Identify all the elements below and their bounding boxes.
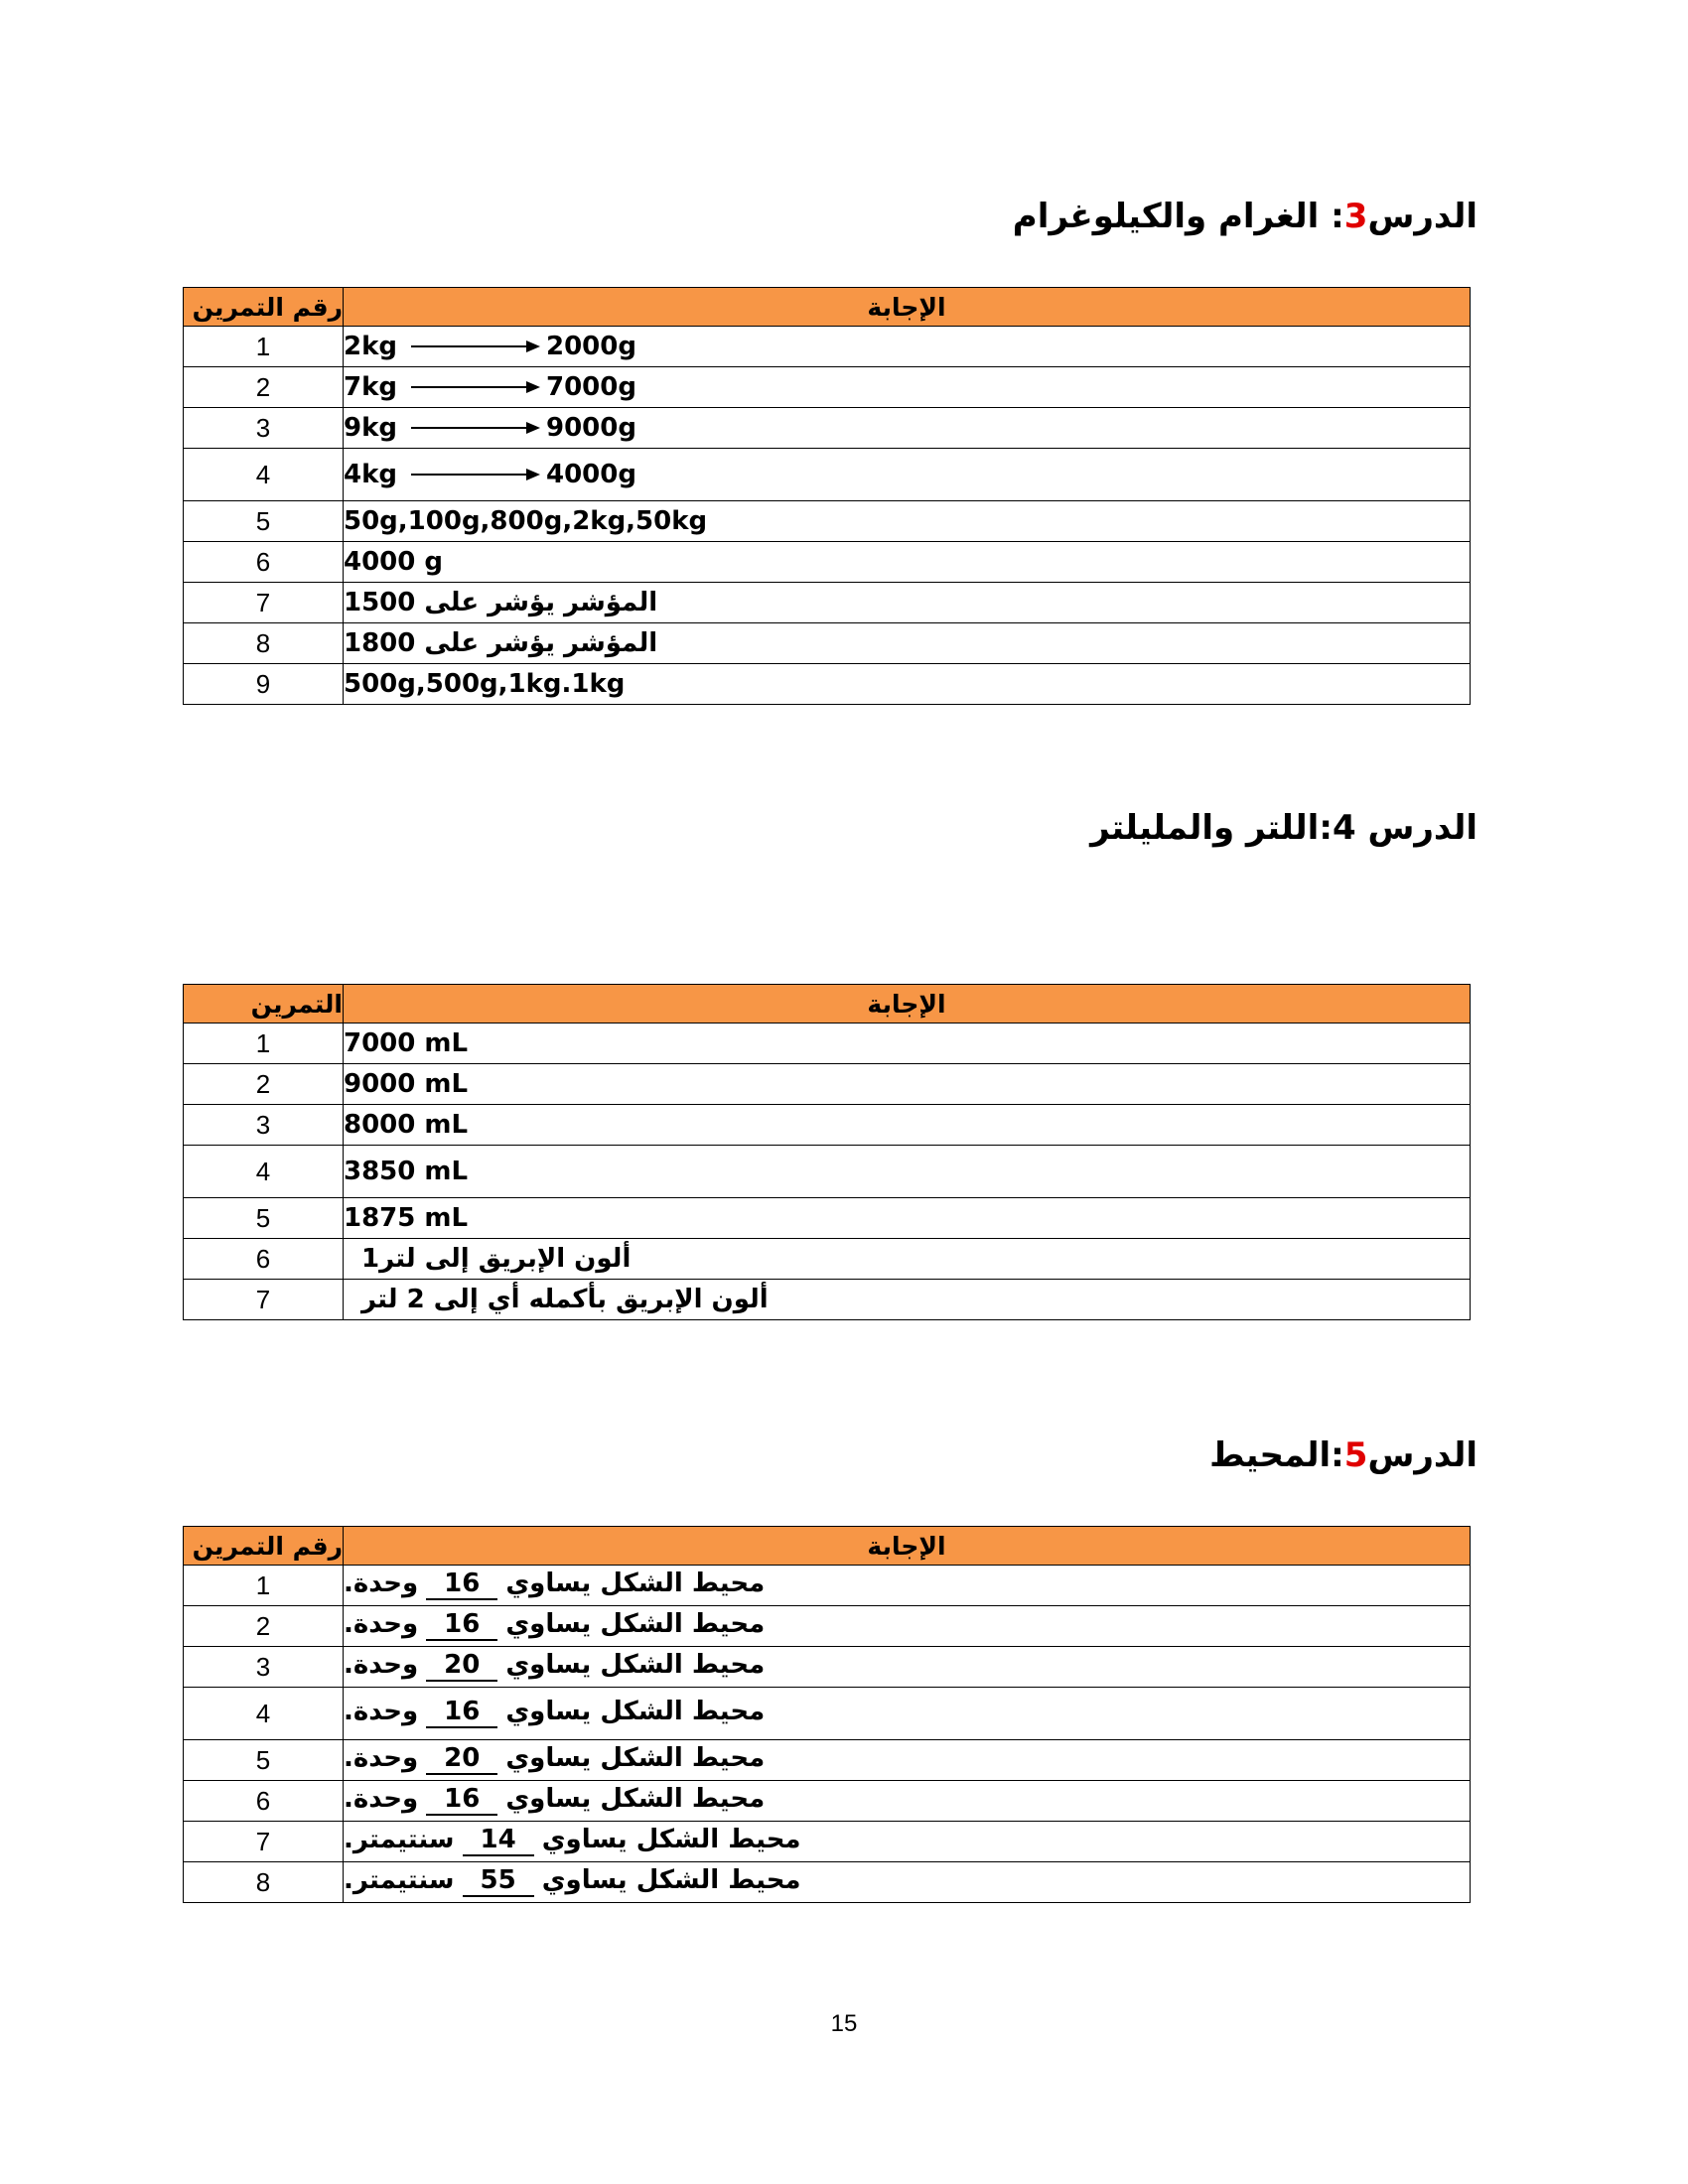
table-row <box>184 1024 1471 1064</box>
table-row <box>184 1280 1471 1320</box>
lesson-5-number: 5 <box>1343 1435 1368 1475</box>
lesson-3-title-suffix: : الغرام والكيلوغرام <box>1012 197 1344 236</box>
lesson-5-title <box>1209 1435 1477 1475</box>
answer-prefix: محيط الشكل يساوي <box>505 1743 766 1774</box>
exercise-number: 1 <box>184 327 344 367</box>
answer-value: 16 <box>426 1611 497 1640</box>
answer-cell <box>344 623 1471 664</box>
answer-cell <box>344 327 1471 367</box>
answer-cell <box>344 583 1471 623</box>
exercise-number: 4 <box>184 449 344 501</box>
exercise-number: 1 <box>184 1024 344 1064</box>
answer-text: 50g,100g,800g,2kg,50kg <box>344 501 1471 542</box>
table-row <box>184 1566 1471 1606</box>
answer-prefix: محيط الشكل يساوي <box>541 1825 801 1855</box>
exercise-number: 7 <box>184 583 344 623</box>
exercise-number: 6 <box>184 1239 344 1280</box>
answer-to: 2000g <box>546 332 636 361</box>
answer-value: 16 <box>426 1699 497 1727</box>
arrow-right-icon <box>411 340 540 353</box>
table-header-row <box>184 288 1471 327</box>
answer-prefix: محيط الشكل يساوي <box>505 1569 766 1599</box>
exercise-number: 6 <box>184 542 344 583</box>
answer-prefix: محيط الشكل يساوي <box>505 1650 766 1681</box>
table-row <box>184 1647 1471 1688</box>
answer-cell <box>344 1606 1471 1647</box>
table-header-row <box>184 985 1471 1024</box>
table-row <box>184 408 1471 449</box>
table-row <box>184 1146 1471 1198</box>
answer-cell <box>344 1862 1471 1903</box>
table-row <box>184 1822 1471 1862</box>
table-header-row <box>184 1527 1471 1566</box>
lesson-3-number: 3 <box>1343 197 1368 236</box>
answer-from: 4kg <box>344 460 397 489</box>
answer-value: 20 <box>426 1745 497 1774</box>
exercise-number: 2 <box>184 1064 344 1105</box>
answer-text: المؤشر يؤشر على 1800 <box>344 628 658 658</box>
answer-cell <box>344 1280 1471 1320</box>
answer-from: 7kg <box>344 372 397 402</box>
column-header-answer: الإجابة <box>344 288 1471 327</box>
answer-cell <box>344 408 1471 449</box>
lesson-3-title-prefix: الدرس <box>1367 197 1477 236</box>
table-row <box>184 449 1471 501</box>
exercise-number: 7 <box>184 1280 344 1320</box>
answer-text: 3850 mL <box>344 1146 1471 1198</box>
table-row <box>184 664 1471 705</box>
answer-text: 1875 mL <box>344 1198 1471 1239</box>
lesson-3-table <box>183 287 1471 705</box>
table-row <box>184 542 1471 583</box>
lesson-5-table <box>183 1526 1471 1903</box>
answer-unit: وحدة. <box>344 1743 419 1774</box>
table-row <box>184 1688 1471 1740</box>
column-header-exercise-number: رقم التمرين <box>184 1527 344 1566</box>
table-row <box>184 1239 1471 1280</box>
answer-text: ألون الإبريق بأكمله أي إلى 2 لتر <box>361 1285 769 1314</box>
lesson-4-table <box>183 984 1471 1320</box>
answer-cell <box>344 449 1471 501</box>
exercise-number: 8 <box>184 1862 344 1903</box>
exercise-number: 3 <box>184 1647 344 1688</box>
answer-text: 500g,500g,1kg.1kg <box>344 664 1471 705</box>
exercise-number: 4 <box>184 1146 344 1198</box>
answer-text: 8000 mL <box>344 1105 1471 1146</box>
table-row <box>184 1862 1471 1903</box>
answer-to: 4000g <box>546 460 636 489</box>
answer-cell <box>344 1239 1471 1280</box>
answer-prefix: محيط الشكل يساوي <box>505 1784 766 1815</box>
answer-to: 7000g <box>546 372 636 402</box>
arrow-right-icon <box>411 421 540 435</box>
answer-value: 55 <box>463 1867 534 1896</box>
answer-text: 4000 g <box>344 542 1471 583</box>
column-header-exercise-number: رقم التمرين <box>184 288 344 327</box>
table-row <box>184 501 1471 542</box>
table-row <box>184 327 1471 367</box>
lesson-3-title <box>1013 197 1477 236</box>
exercise-number: 3 <box>184 1105 344 1146</box>
exercise-number: 9 <box>184 664 344 705</box>
exercise-number: 2 <box>184 367 344 408</box>
exercise-number: 8 <box>184 623 344 664</box>
answer-cell <box>344 1688 1471 1740</box>
answer-unit: سنتيمتر. <box>344 1825 455 1855</box>
exercise-number: 1 <box>184 1566 344 1606</box>
column-header-answer: الإجابة <box>344 985 1471 1024</box>
exercise-number: 4 <box>184 1688 344 1740</box>
exercise-number: 2 <box>184 1606 344 1647</box>
table-row <box>184 1064 1471 1105</box>
answer-unit: سنتيمتر. <box>344 1865 455 1896</box>
lesson-5-title-prefix: الدرس <box>1367 1435 1477 1475</box>
answer-unit: وحدة. <box>344 1609 419 1640</box>
page-number: 15 <box>830 2010 858 2037</box>
column-header-exercise: التمرين <box>184 985 344 1024</box>
answer-cell <box>344 1566 1471 1606</box>
exercise-number: 5 <box>184 1740 344 1781</box>
exercise-number: 7 <box>184 1822 344 1862</box>
answer-prefix: محيط الشكل يساوي <box>541 1865 801 1896</box>
answer-from: 9kg <box>344 413 397 443</box>
table-row <box>184 623 1471 664</box>
table-row <box>184 583 1471 623</box>
exercise-number: 6 <box>184 1781 344 1822</box>
table-row <box>184 1740 1471 1781</box>
answer-cell <box>344 1647 1471 1688</box>
answer-unit: وحدة. <box>344 1569 419 1599</box>
column-header-answer: الإجابة <box>344 1527 1471 1566</box>
lesson-5-title-suffix: :المحيط <box>1209 1435 1344 1475</box>
answer-value: 14 <box>463 1827 534 1855</box>
table-row <box>184 1105 1471 1146</box>
answer-unit: وحدة. <box>344 1650 419 1681</box>
answer-text: 9000 mL <box>344 1064 1471 1105</box>
exercise-number: 3 <box>184 408 344 449</box>
arrow-right-icon <box>411 380 540 394</box>
exercise-number: 5 <box>184 501 344 542</box>
lesson-4-title: الدرس 4:اللتر والمليلتر <box>1090 808 1477 848</box>
table-row <box>184 1198 1471 1239</box>
answer-to: 9000g <box>546 413 636 443</box>
table-row <box>184 367 1471 408</box>
answer-from: 2kg <box>344 332 397 361</box>
answer-text: المؤشر يؤشر على 1500 <box>344 588 658 617</box>
answer-text: ألون الإبريق إلى لتر1 <box>361 1244 632 1274</box>
exercise-number: 5 <box>184 1198 344 1239</box>
answer-prefix: محيط الشكل يساوي <box>505 1697 766 1727</box>
answer-cell <box>344 1740 1471 1781</box>
answer-value: 16 <box>426 1786 497 1815</box>
answer-prefix: محيط الشكل يساوي <box>505 1609 766 1640</box>
arrow-right-icon <box>411 468 540 481</box>
answer-unit: وحدة. <box>344 1697 419 1727</box>
table-row <box>184 1606 1471 1647</box>
answer-value: 20 <box>426 1652 497 1681</box>
answer-cell <box>344 1822 1471 1862</box>
answer-cell <box>344 1781 1471 1822</box>
table-row <box>184 1781 1471 1822</box>
answer-value: 16 <box>426 1570 497 1599</box>
answer-unit: وحدة. <box>344 1784 419 1815</box>
answer-cell <box>344 367 1471 408</box>
answer-text: 7000 mL <box>344 1024 1471 1064</box>
